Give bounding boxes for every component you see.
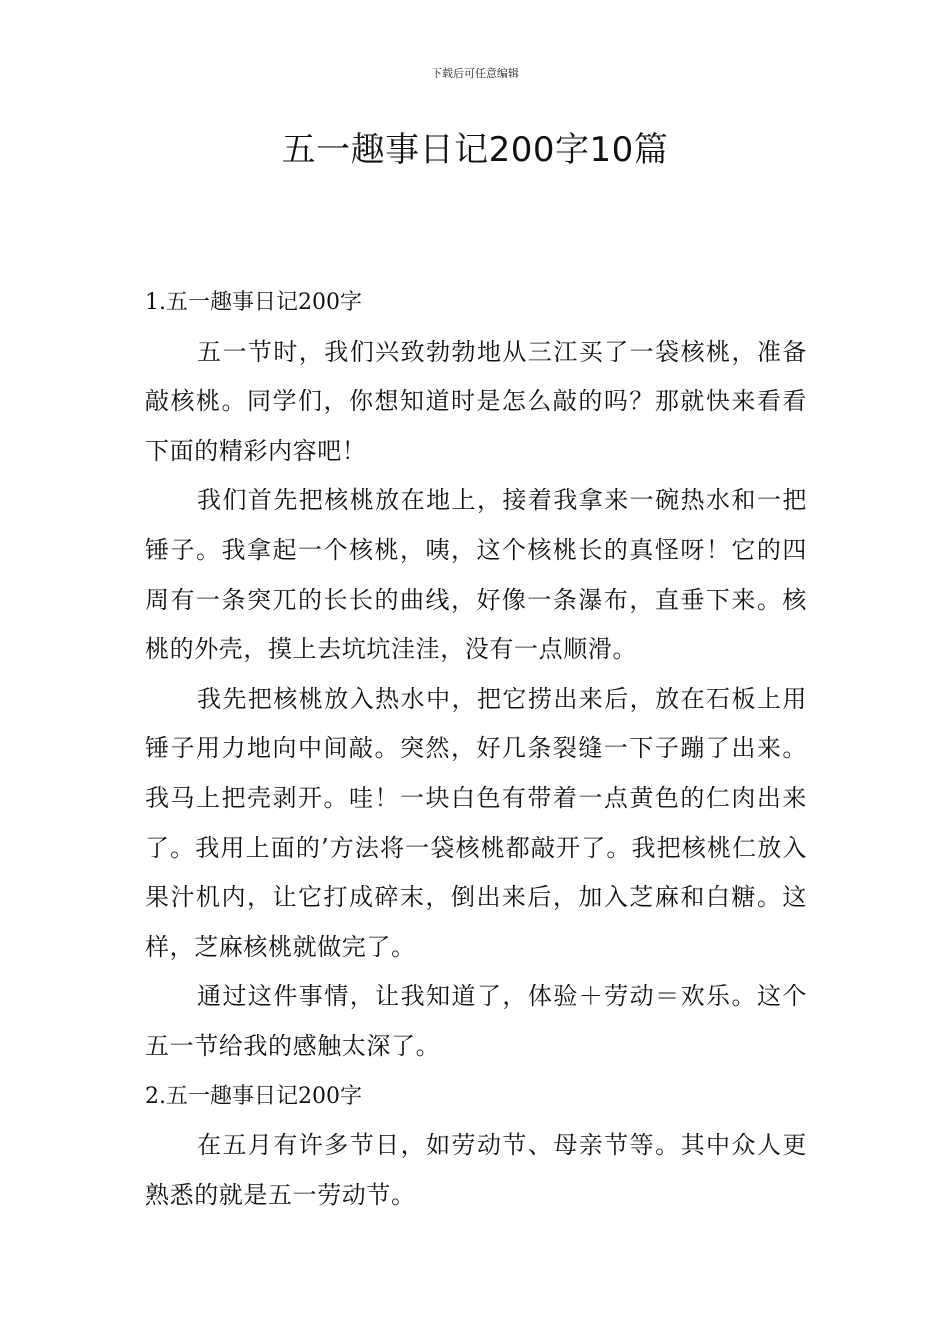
section-heading-2: 2.五一趣事日记200字 [145, 1083, 362, 1109]
paragraph: 在五月有许多节日，如劳动节、母亲节等。其中众人更熟悉的就是五一劳动节。 [145, 1131, 807, 1209]
section-heading-1: 1.五一趣事日记200字 [145, 290, 362, 315]
paragraph: 通过这件事情，让我知道了，体验＋劳动＝欢乐。这个五一节给我的感触太深了。 [145, 982, 807, 1060]
document-title: 五一趣事日记200字10篇 [281, 130, 669, 170]
paragraph: 我先把核桃放入热水中，把它捞出来后，放在石板上用锤子用力地向中间敲。突然，好几条裂缝一下子蹦了出来。我马上把壳剥开。哇！一块白色有带着一点黄色的仁肉出来了。我用上面的’方法将一袋核桃都敲开了。我把核桃仁放入果汁机内，让它打成碎末，倒出来后，加入芝麻和白糖。这样，芝麻核桃就做完了。 [145, 684, 807, 961]
paragraph: 我们首先把核桃放在地上，接着我拿来一碗热水和一把锤子。我拿起一个核桃，咦，这个核桃长的真怪呀！它的四周有一条突兀的长长的曲线，好像一条瀑布，直垂下来。核桃的外壳，摸上去坑坑洼洼，没有一点顺滑。 [145, 486, 807, 664]
header-note: 下载后可任意编辑 [431, 67, 519, 80]
document-body [145, 278, 807, 1220]
paragraph: 五一节时，我们兴致勃勃地从三江买了一袋核桃，准备敲核桃。同学们，你想知道时是怎么敲的吗？那就快来看看下面的精彩内容吧！ [145, 337, 807, 465]
